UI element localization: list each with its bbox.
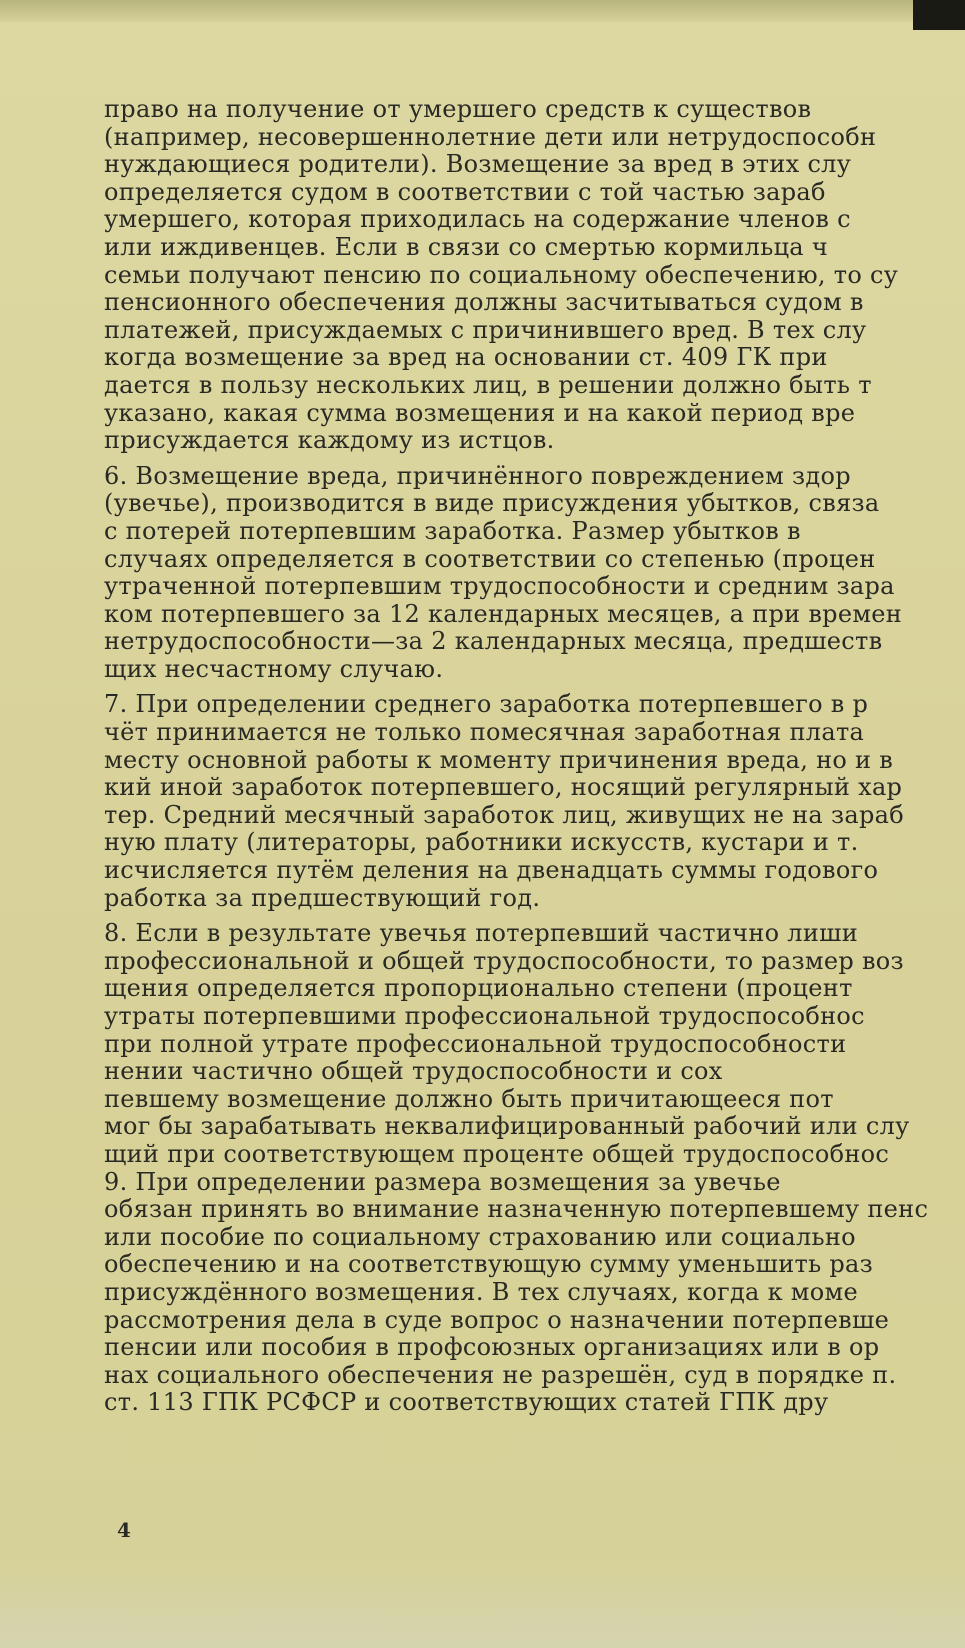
- paragraph: [104, 96, 965, 455]
- paragraph: [104, 691, 965, 912]
- page-bottom-edge: [0, 1558, 965, 1648]
- text-line: нуждающиеся родители). Возмещение за вред в этих слу: [104, 150, 852, 179]
- paragraph: [104, 1169, 965, 1417]
- text-line: тер. Средний месячный заработок лиц, живущих не на зараб: [104, 800, 904, 829]
- page-number: 4: [117, 1518, 131, 1542]
- paragraph: [104, 920, 965, 1168]
- text-line: при полной утрате профессиональной трудоспособности: [104, 1029, 847, 1058]
- page-top-shadow: [0, 0, 965, 22]
- text-line: семьи получают пенсию по социальному обеспечению, то су: [104, 260, 899, 289]
- text-line: утраченной потерпевшим трудоспособности и средним зара: [104, 572, 895, 601]
- text-line: профессиональной и общей трудоспособности, то размер воз: [104, 946, 904, 975]
- text-line: (например, несовершеннолетние дети или нетрудоспособн: [104, 122, 877, 151]
- text-line: нении частично общей трудоспособности и сох: [104, 1057, 723, 1086]
- text-line: когда возмещение за вред на основании ст. 409 ГК при: [104, 343, 828, 372]
- text-line: месту основной работы к моменту причинения вреда, но и в: [104, 745, 894, 774]
- text-line: кий иной заработок потерпевшего, носящий регулярный хар: [104, 773, 903, 802]
- text-line: мог бы зарабатывать неквалифицированный рабочий или слу: [104, 1112, 910, 1141]
- text-line: определяется судом в соответствии с той частью зараб: [104, 177, 826, 206]
- text-line: нах социального обеспечения не разрешён, суд в порядке п.: [104, 1360, 897, 1389]
- text-line: нетрудоспособности—за 2 календарных месяца, предшеств: [104, 627, 883, 656]
- text-line: ком потерпевшего за 12 календарных месяцев, а при времен: [104, 599, 903, 628]
- text-line: или пособие по социальному страхованию или социально: [104, 1222, 856, 1251]
- text-line: присуждается каждому из истцов.: [104, 426, 555, 455]
- text-line: исчисляется путём деления на двенадцать суммы годового: [104, 856, 879, 885]
- text-line: утраты потерпевшими профессиональной трудоспособнос: [104, 1002, 865, 1030]
- text-line: платежей, присуждаемых с причинившего вред. В тех слу: [104, 315, 867, 344]
- document-body: [104, 96, 965, 1417]
- text-line: ст. 113 ГПК РСФСР и соответствующих статей ГПК дру: [104, 1388, 829, 1417]
- text-line: 8. Если в результате увечья потерпевший частично лиши: [104, 919, 859, 948]
- paragraph: [104, 463, 965, 684]
- text-line: пенсии или пособия в профсоюзных организациях или в ор: [104, 1333, 880, 1362]
- text-line: рассмотрения дела в суде вопрос о назначении потерпевше: [104, 1305, 890, 1334]
- text-line: умершего, которая приходилась на содержание членов с: [104, 205, 851, 234]
- text-line: пенсионного обеспечения должны засчитываться судом в: [104, 288, 864, 317]
- text-line: (увечье), производится в виде присуждения убытков, связа: [104, 489, 880, 518]
- text-line: обеспечению и на соответствующую сумму уменьшить раз: [104, 1250, 874, 1279]
- text-line: дается в пользу нескольких лиц, в решении должно быть т: [104, 370, 872, 399]
- text-line: 6. Возмещение вреда, причинённого повреждением здор: [104, 461, 851, 490]
- text-line: право на получение от умершего средств к существов: [104, 95, 812, 123]
- text-line: с потерей потерпевшим заработка. Размер убытков в: [104, 516, 801, 545]
- text-line: работка за предшествующий год.: [104, 883, 541, 912]
- text-line: щения определяется пропорционально степени (процент: [104, 974, 853, 1003]
- text-line: обязан принять во внимание назначенную потерпевшему пенс: [104, 1195, 929, 1224]
- text-line: певшему возмещение должно быть причитающееся пот: [104, 1084, 834, 1113]
- text-line: указано, какая сумма возмещения и на какой период вре: [104, 398, 856, 427]
- text-line: 9. При определении размера возмещения за увечье: [104, 1167, 781, 1196]
- text-line: чёт принимается не только помесячная заработная плата: [104, 718, 865, 747]
- page-corner-shadow: [913, 0, 965, 30]
- text-line: ную плату (литераторы, работники искусств, кустари и т.: [104, 828, 859, 857]
- text-line: случаях определяется в соответствии со степенью (процен: [104, 544, 876, 573]
- text-line: присуждённого возмещения. В тех случаях, когда к моме: [104, 1277, 858, 1306]
- text-line: щий при соответствующем проценте общей трудоспособнос: [104, 1139, 890, 1168]
- text-line: или иждивенцев. Если в связи со смертью кормильца ч: [104, 232, 829, 261]
- text-line: щих несчастному случаю.: [104, 654, 444, 683]
- text-line: 7. При определении среднего заработка потерпевшего в р: [104, 690, 869, 719]
